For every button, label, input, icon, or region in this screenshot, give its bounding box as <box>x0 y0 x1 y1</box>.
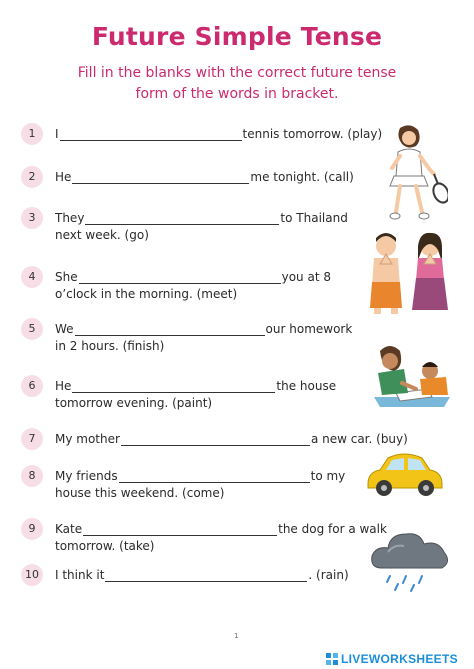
tennis-girl-icon <box>378 124 448 222</box>
question-text-after: our homework <box>265 322 353 336</box>
answer-blank[interactable] <box>83 523 277 536</box>
worksheet-title: Future Simple Tense <box>91 22 383 51</box>
question-text-before: He <box>55 379 72 393</box>
instructions-line-2: form of the words in bracket. <box>135 86 339 102</box>
liveworksheets-logo-icon <box>326 653 338 665</box>
answer-blank[interactable] <box>75 323 265 336</box>
question-text-after: tennis tomorrow. (play) <box>242 127 383 141</box>
answer-blank[interactable] <box>60 128 242 141</box>
question-text-line-2: tomorrow evening. (paint) <box>55 396 213 410</box>
question-text-line-2: o’clock in the morning. (meet) <box>55 287 238 301</box>
question-text-after: a new car. (buy) <box>310 432 408 446</box>
answer-blank[interactable] <box>105 569 307 582</box>
question-text-after: the house <box>276 379 337 393</box>
question-number: 10 <box>21 564 43 586</box>
question-text-line-2: house this weekend. (come) <box>55 486 225 500</box>
kids-homework-icon <box>372 343 452 411</box>
question-number: 9 <box>21 518 43 540</box>
instructions-line-1: Fill in the blanks with the correct future tense <box>77 65 397 81</box>
question-text-before: They <box>55 211 85 225</box>
question-text-after: to Thailand <box>280 211 348 225</box>
answer-blank[interactable] <box>85 212 279 225</box>
rain-cloud-icon <box>368 528 452 594</box>
question-text-before: I <box>55 127 59 141</box>
question-number: 4 <box>21 266 43 288</box>
question-text-after: . (rain) <box>308 568 349 582</box>
question-text-after: to my <box>310 469 346 483</box>
question-number: 8 <box>21 465 43 487</box>
question-text-before: He <box>55 170 72 184</box>
answer-blank[interactable] <box>79 271 281 284</box>
answer-blank[interactable] <box>119 470 310 483</box>
thai-greeting-kids-icon <box>360 230 456 318</box>
question-number: 3 <box>21 207 43 229</box>
yellow-car-icon <box>364 452 446 498</box>
question-number: 6 <box>21 375 43 397</box>
page-number: 1 <box>234 632 239 640</box>
question-text-line-2: next week. (go) <box>55 228 149 242</box>
question-text-after: you at 8 <box>281 270 331 284</box>
question-text-line-2: in 2 hours. (finish) <box>55 339 165 353</box>
question-text-before: My mother <box>55 432 120 446</box>
liveworksheets-logo-text: LIVEWORKSHEETS <box>341 652 458 666</box>
question-text-line-2: tomorrow. (take) <box>55 539 155 553</box>
question-text-before: Kate <box>55 522 83 536</box>
answer-blank[interactable] <box>72 380 275 393</box>
question-text-after: me tonight. (call) <box>250 170 354 184</box>
answer-blank[interactable] <box>121 433 310 446</box>
instructions <box>0 63 474 105</box>
question-number: 5 <box>21 318 43 340</box>
answer-blank[interactable] <box>72 171 249 184</box>
question-text-after: the dog for a walk <box>278 522 387 536</box>
question-text-before: We <box>55 322 74 336</box>
question-number: 7 <box>21 428 43 450</box>
question-number: 1 <box>21 123 43 145</box>
question-text-before: My friends <box>55 469 118 483</box>
question-text-before: I think it <box>55 568 105 582</box>
liveworksheets-logo[interactable] <box>326 652 458 666</box>
question-text-before: She <box>55 270 78 284</box>
question-number: 2 <box>21 166 43 188</box>
